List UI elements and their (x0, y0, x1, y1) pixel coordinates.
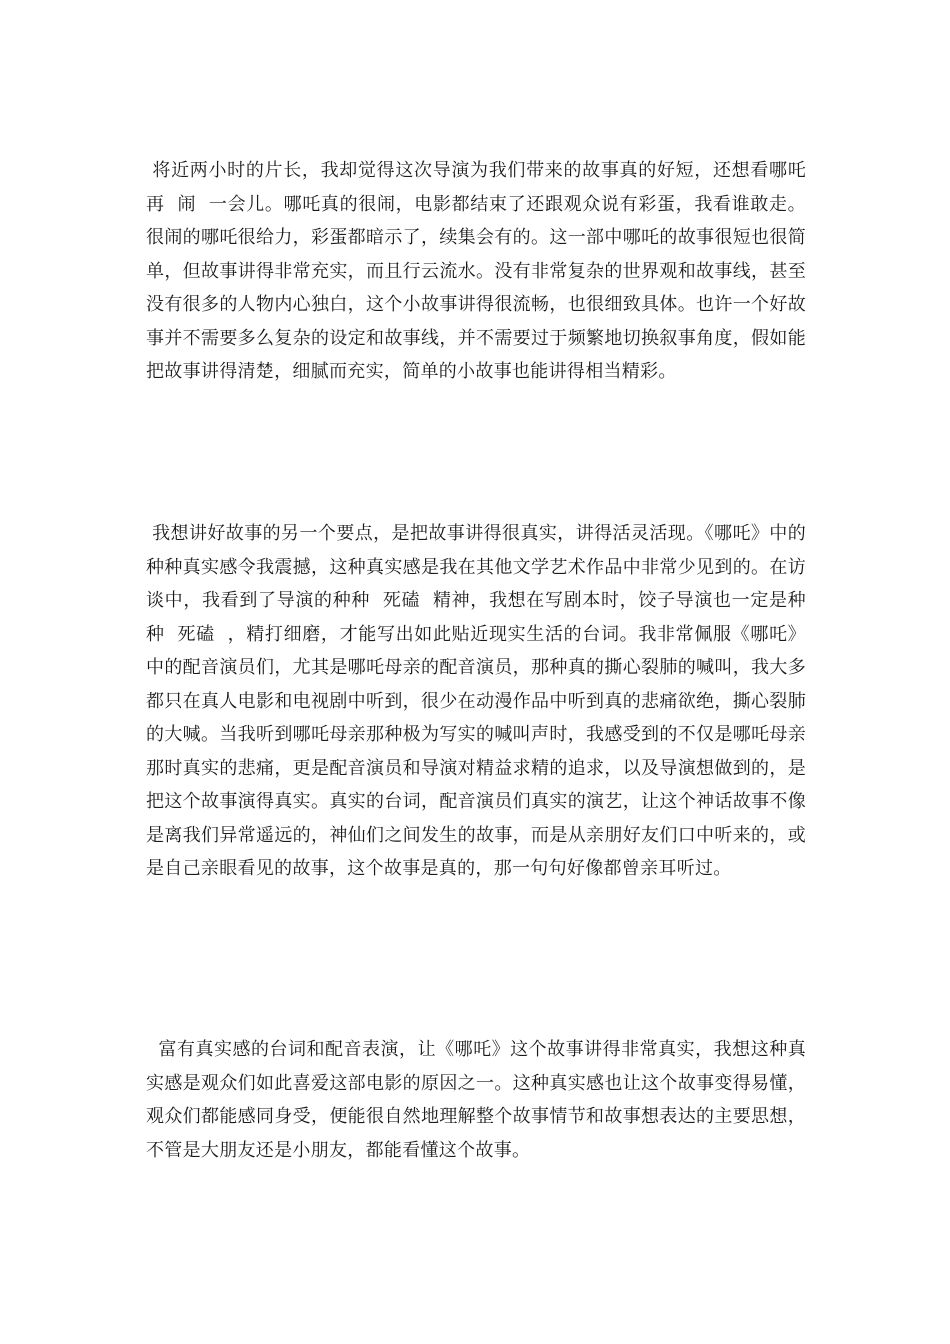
paragraph-1: 将近两小时的片长，我却觉得这次导演为我们带来的故事真的好短，还想看哪吒再 闹 一会儿。哪吒真的很闹，电影都结束了还跟观众说有彩蛋，我看谁敢走。很闹的哪吒很给力，彩蛋都暗示了，续集会有的。这一部中哪吒的故事很短也很简单，但故事讲得非常充实，而且行云流水。没有非常复杂的世界观和故事线，甚至没有很多的人物内心独白，这个小故事讲得很流畅，也很细致具体。也许一个好故事并不需要多么复杂的设定和故事线，并不需要过于频繁地切换叙事角度，假如能把故事讲得清楚，细腻而充实，简单的小故事也能讲得相当精彩。 (146, 160, 807, 382)
paragraph-2: 我想讲好故事的另一个要点，是把故事讲得很真实，讲得活灵活现。《哪吒》中的种种真实感令我震撼，这种真实感是我在其他文学艺术作品中非常少见到的。在访谈中，我看到了导演的种种 死磕 精神，我想在写剧本时，饺子导演也一定是种种 死磕 ，精打细磨，才能写出如此贴近现实生活的台词。我非常佩服《哪吒》中的配音演员们，尤其是哪吒母亲的配音演员，那种真的撕心裂肺的喊叫，我大多都只在真人电影和电视剧中听到，很少在动漫作品中听到真的悲痛欲绝，撕心裂肺的大喊。当我听到哪吒母亲那种极为写实的喊叫声时，我感受到的不仅是哪吒母亲那时真实的悲痛，更是配音演员和导演对精益求精的追求，以及导演想做到的，是把这个故事演得真实。真实的台词，配音演员们真实的演艺，让这个神话故事不像是离我们异常遥远的，神仙们之间发生的故事，而是从亲朋好友们口中听来的，或是自己亲眼看见的故事，这个故事是真的，那一句句好像都曾亲耳听过。 (146, 523, 806, 879)
paragraph-3: 富有真实感的台词和配音表演，让《哪吒》这个故事讲得非常真实，我想这种真实感是观众们如此喜爱这部电影的原因之一。这种真实感也让这个故事变得易懂，观众们都能感同身受，便能很自然地理解整个故事情节和故事想表达的主要思想，不管是大朋友还是小朋友，都能看懂这个故事。 (146, 1039, 807, 1161)
